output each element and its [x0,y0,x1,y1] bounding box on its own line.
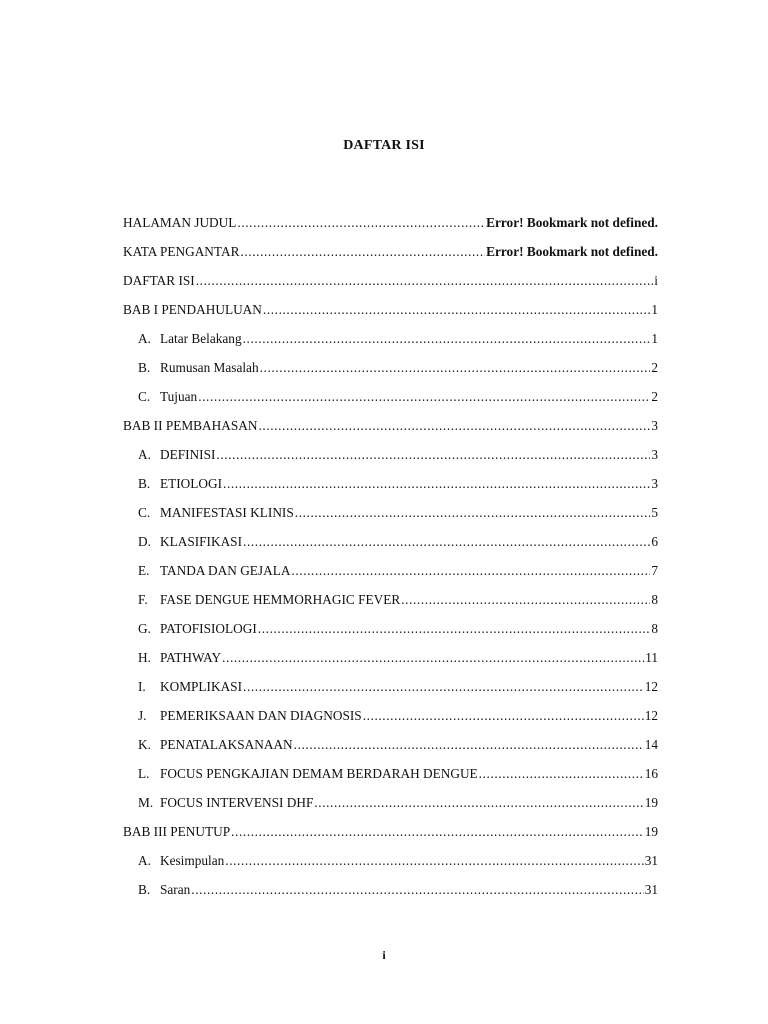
toc-entry-label: BAB I PENDAHULUAN [123,302,262,317]
toc-dot-leader [222,643,644,672]
toc-entry[interactable] [123,266,658,295]
toc-dot-leader [237,208,485,237]
toc-entry-label: Kesimpulan [160,853,225,868]
toc-dot-leader [314,788,643,817]
toc-entry-letter: K. [138,737,151,752]
toc-entry-letter: D. [138,534,151,549]
toc-entry-page: 2 [651,360,658,375]
toc-entry-letter: B. [138,476,151,491]
toc-entry-letter: C. [138,389,151,404]
toc-entry-page: 8 [651,592,658,607]
toc-entry-label: KLASIFIKASI [160,534,243,549]
toc-entry-label: PENATALAKSANAAN [160,737,293,752]
toc-entry[interactable] [123,643,658,672]
footer-page-number: i [382,948,386,962]
toc-entry-letter: C. [138,505,151,520]
toc-entry-label: TANDA DAN GEJALA [160,563,291,578]
toc-entry-label: FASE DENGUE HEMMORHAGIC FEVER [160,592,401,607]
toc-entry[interactable] [123,469,658,498]
toc-dot-leader [479,759,644,788]
toc-entry[interactable] [123,759,658,788]
toc-entry-page: 1 [651,331,658,346]
toc-dot-leader [243,324,651,353]
toc-entry-letter: F. [138,592,148,607]
toc-entry-label: KATA PENGANTAR [123,244,240,259]
toc-dot-leader [263,295,650,324]
toc-entry-page: 11 [645,650,658,665]
toc-entry-letter: A. [138,447,151,462]
toc-entry-page: 2 [651,389,658,404]
toc-entry-page: 7 [651,563,658,578]
toc-dot-leader [243,527,650,556]
toc-dot-leader [243,672,644,701]
toc-dot-leader [225,846,643,875]
toc-dot-leader [294,730,644,759]
toc-entry-letter: L. [138,766,150,781]
toc-entry-label: BAB II PEMBAHASAN [123,418,258,433]
toc-entry-page: 3 [651,418,658,433]
toc-entry-letter: A. [138,853,151,868]
toc-entry-letter: G. [138,621,151,636]
toc-entry[interactable] [123,672,658,701]
toc-entry[interactable] [123,788,658,817]
toc-entry-letter: M. [138,795,154,810]
toc-entry-letter: B. [138,360,151,375]
toc-dot-leader [363,701,644,730]
toc-entry[interactable] [123,614,658,643]
toc-entry[interactable] [123,353,658,382]
toc-entry-letter: H. [138,650,151,665]
toc-entry-page: 8 [651,621,658,636]
toc-entry[interactable] [123,817,658,846]
toc-entry[interactable] [123,382,658,411]
toc-entry[interactable] [123,440,658,469]
toc-entry-page: Error! Bookmark not defined. [486,244,658,259]
page-title: DAFTAR ISI [343,138,425,153]
toc-entry-letter: B. [138,882,151,897]
toc-entry-letter: I. [138,679,146,694]
toc-entry-label: Saran [160,882,191,897]
toc-entry-page: 1 [651,302,658,317]
toc-entry-letter: E. [138,563,150,578]
toc-entry-label: ETIOLOGI [160,476,223,491]
toc-dot-leader [198,382,650,411]
toc-dot-leader [231,817,644,846]
toc-entry-label: MANIFESTASI KLINIS [160,505,294,520]
toc-entry-label: PATOFISIOLOGI [160,621,257,636]
toc-entry-page: 5 [651,505,658,520]
toc-dot-leader [258,614,651,643]
toc-entry-page: 19 [644,795,658,810]
toc-entry[interactable] [123,237,658,266]
toc-entry[interactable] [123,527,658,556]
toc-dot-leader [258,411,650,440]
toc-entry[interactable] [123,701,658,730]
toc-entry[interactable] [123,846,658,875]
toc-entry-label: HALAMAN JUDUL [123,215,237,230]
toc-entry-label: PEMERIKSAAN DAN DIAGNOSIS [160,708,362,723]
toc-entry-page: 31 [644,853,658,868]
toc-entry-page: 12 [644,679,658,694]
table-of-contents [123,208,658,904]
toc-entry-page: Error! Bookmark not defined. [486,215,658,230]
toc-entry-label: PATHWAY [160,650,222,665]
toc-entry-label: FOCUS INTERVENSI DHF [160,795,314,810]
toc-entry[interactable] [123,208,658,237]
toc-entry-label: Latar Belakang [160,331,242,346]
toc-entry-label: Tujuan [160,389,198,404]
toc-dot-leader [240,237,485,266]
toc-dot-leader [223,469,650,498]
toc-entry-letter: J. [138,708,147,723]
toc-dot-leader [295,498,651,527]
toc-entry[interactable] [123,730,658,759]
toc-entry-label: FOCUS PENGKAJIAN DEMAM BERDARAH DENGUE [160,766,478,781]
toc-dot-leader [191,875,643,904]
toc-dot-leader [401,585,650,614]
toc-entry[interactable] [123,556,658,585]
toc-entry-letter: A. [138,331,151,346]
toc-dot-leader [216,440,650,469]
toc-dot-leader [260,353,651,382]
toc-entry-label: DAFTAR ISI [123,273,195,288]
toc-entry[interactable] [123,324,658,353]
toc-entry-page: 31 [644,882,658,897]
toc-entry[interactable] [123,498,658,527]
toc-entry-page: 3 [651,476,658,491]
toc-entry-page: 19 [644,824,658,839]
toc-entry-page: 12 [644,708,658,723]
toc-entry[interactable] [123,295,658,324]
toc-entry-page: i [654,273,658,288]
toc-dot-leader [291,556,650,585]
toc-entry-label: KOMPLIKASI [160,679,243,694]
toc-entry-page: 14 [644,737,658,752]
toc-entry-page: 6 [651,534,658,549]
toc-entry-page: 3 [651,447,658,462]
toc-dot-leader [196,266,654,295]
toc-entry[interactable] [123,875,658,904]
toc-entry[interactable] [123,585,658,614]
toc-entry-page: 16 [644,766,658,781]
toc-entry-label: DEFINISI [160,447,216,462]
toc-entry-label: BAB III PENUTUP [123,824,231,839]
toc-entry-label: Rumusan Masalah [160,360,259,375]
toc-entry[interactable] [123,411,658,440]
